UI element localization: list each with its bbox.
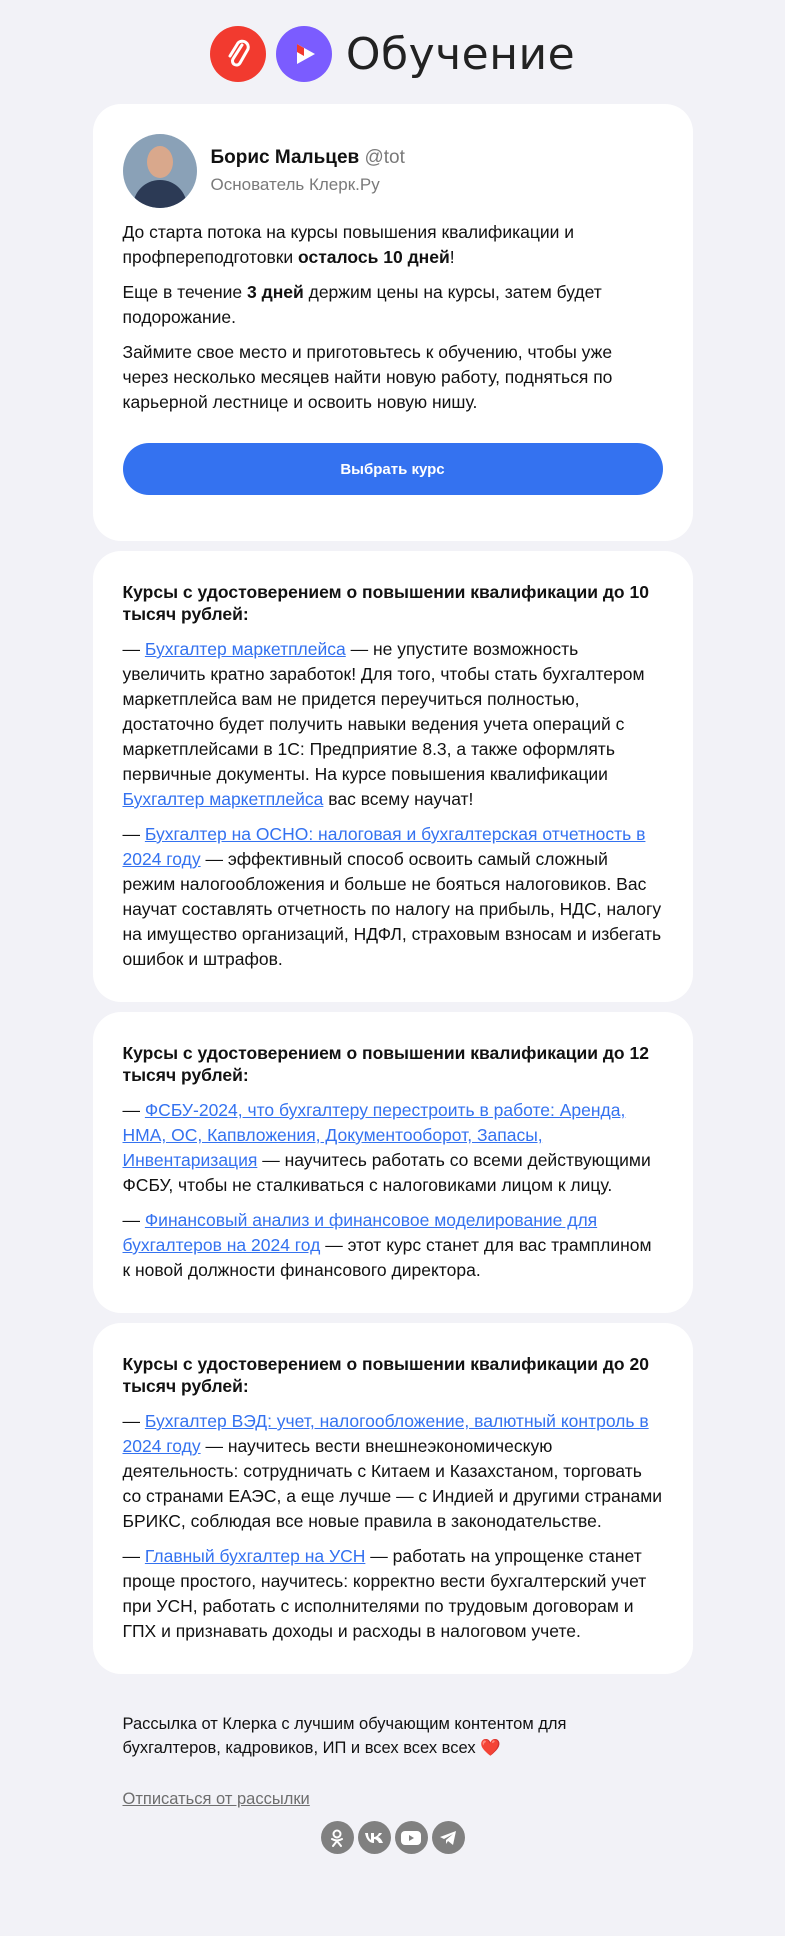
header-logo[interactable] [93, 22, 693, 86]
author-name: Борис Мальцев [210, 147, 360, 168]
avatar [123, 134, 197, 208]
intro-card [93, 104, 693, 541]
list-item: — Финансовый анализ и финансовое моделирование для бухгалтеров на 2024 год — этот курс станет для вас трамплином к новой должности финансового директора. [122, 1210, 652, 1280]
section-title: Курсы с удостоверением о повышении квалификации до 20 тысяч рублей: [122, 1354, 649, 1396]
author-block [123, 134, 663, 208]
list-item: — Бухгалтер на ОСНО: налоговая и бухгалтерская отчетность в 2024 году — эффективный способ освоить самый сложный режим налогообложения и больше не бояться налоговиков. Вас научат составлять отчетность по налогу на прибыль, НДС, налогу на имущество организаций, НДФЛ, страховым взносам и избегать ошибок и штрафов. [122, 824, 662, 969]
course-link-finance[interactable]: Финансовый анализ и финансовое моделирование для бухгалтеров на 2024 год [122, 1210, 598, 1255]
youtube-icon[interactable] [395, 1821, 428, 1854]
brand-title: Обучение [345, 28, 576, 80]
author-name-line [211, 147, 405, 169]
email-container [93, 0, 693, 1854]
course-link-marketplace[interactable]: Бухгалтер маркетплейса [144, 639, 346, 659]
course-link-usn[interactable]: Главный бухгалтер на УСН [144, 1546, 366, 1566]
section-title: Курсы с удостоверением о повышении квалификации до 10 тысяч рублей: [122, 582, 649, 624]
intro-paragraph-2: Еще в течение 3 дней держим цены на курсы, затем будет подорожание. [122, 282, 602, 327]
unsubscribe-link[interactable]: Отписаться от рассылки [122, 1790, 310, 1808]
heart-icon: ❤️ [480, 1739, 501, 1757]
course-link-fsbu[interactable]: ФСБУ-2024, что бухгалтеру перестроить в работе: Аренда, НМА, ОС, Капвложения, Документооборот, Запасы, Инвентаризация [122, 1100, 626, 1170]
list-item: — ФСБУ-2024, что бухгалтеру перестроить в работе: Аренда, НМА, ОС, Капвложения, Документооборот, Запасы, Инвентаризация — научитесь работать со всеми действующими ФСБУ, чтобы не сталкиваться с налоговиками лицом к лицу. [122, 1100, 651, 1195]
list-item: — Главный бухгалтер на УСН — работать на упрощенке станет проще простого, научитесь: корректно вести бухгалтерский учет при УСН, работать с исполнителями по трудовым договорам и ГПХ и признавать доходы и расходы в налоговом учете. [122, 1546, 647, 1641]
intro-paragraph-1: До старта потока на курсы повышения квалификации и профпереподготовки осталось 10 дней! [122, 222, 575, 267]
section-title: Курсы с удостоверением о повышении квалификации до 12 тысяч рублей: [122, 1043, 649, 1085]
courses-20k-card [93, 1323, 693, 1674]
list-item: — Бухгалтер маркетплейса — не упустите возможность увеличить кратно заработок! Для того, чтобы стать бухгалтером маркетплейса вам не придется переучиться полностью, достаточно будет получить навыки ведения учета операций с маркетплейсами в 1С: Предприятие 8.3, а также оформлять первичные документы. На курсе повышения квалификации Бухгалтер маркетплейса вас всему научат! [122, 639, 645, 809]
intro-paragraph-3: Займите свое место и приготовьтесь к обучению, чтобы уже через несколько месяцев найти новую работу, подняться по карьерной лестнице и освоить новую нишу. [122, 342, 613, 412]
paperclip-icon [210, 26, 266, 82]
vk-icon[interactable] [358, 1821, 391, 1854]
footer [93, 1684, 693, 1854]
course-link-osno[interactable]: Бухгалтер на ОСНО: налоговая и бухгалтерская отчетность в 2024 году [122, 824, 646, 869]
author-handle: @tot [364, 147, 405, 168]
odnoklassniki-icon[interactable] [321, 1821, 354, 1854]
course-link-marketplace-2[interactable]: Бухгалтер маркетплейса [122, 789, 324, 809]
list-item: — Бухгалтер ВЭД: учет, налогообложение, валютный контроль в 2024 году — научитесь вести внешнеэкономическую деятельность: сотрудничать с Китаем и Казахстаном, торговать со странами ЕАЭС, а еще лучше — с Индией и другими странами БРИКС, соблюдая все новые правила в законодательстве. [122, 1411, 663, 1531]
courses-10k-card [93, 551, 693, 1002]
social-links [123, 1821, 663, 1854]
courses-12k-card [93, 1012, 693, 1313]
play-flag-icon [276, 26, 332, 82]
choose-course-button[interactable]: Выбрать курс [123, 443, 663, 495]
footer-text: Рассылка от Клерка с лучшим обучающим контентом для бухгалтеров, кадровиков, ИП и всех всех всех ❤️ [122, 1715, 567, 1757]
course-link-ved[interactable]: Бухгалтер ВЭД: учет, налогообложение, валютный контроль в 2024 году [122, 1411, 649, 1456]
author-role: Основатель Клерк.Ру [210, 175, 380, 194]
telegram-icon[interactable] [432, 1821, 465, 1854]
